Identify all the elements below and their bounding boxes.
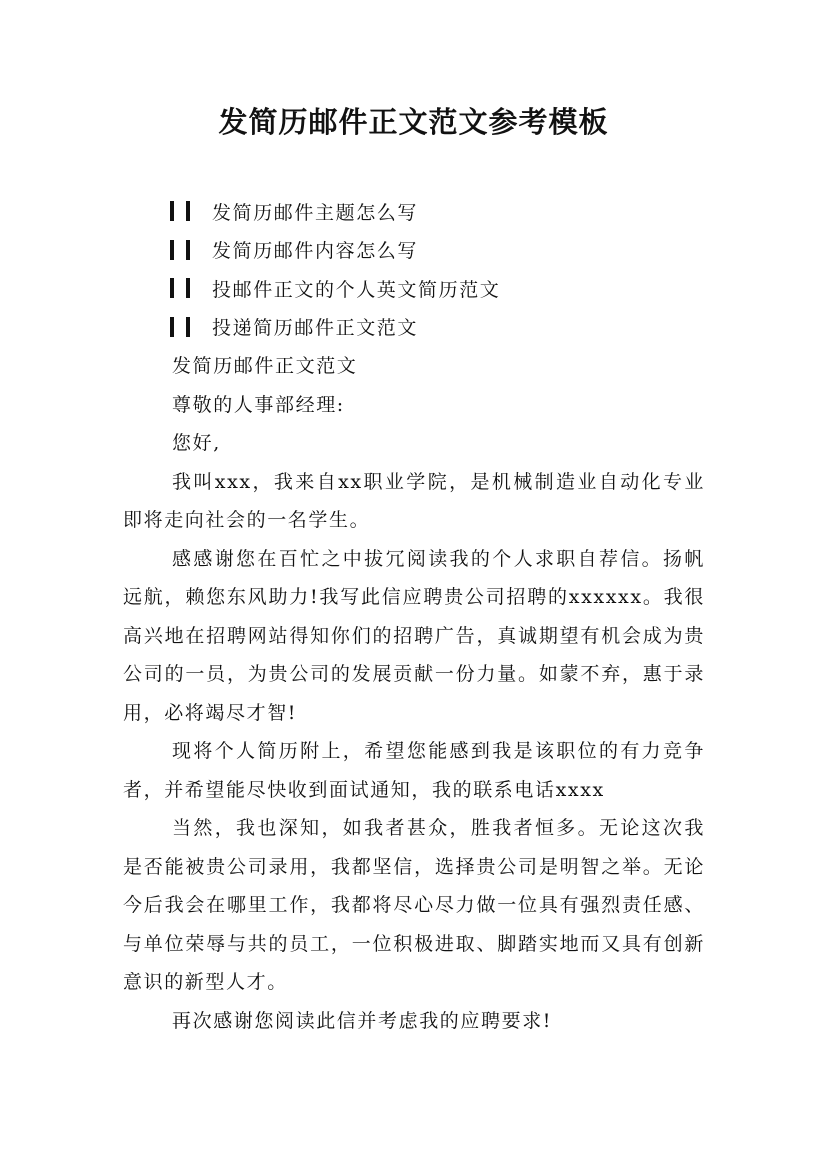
body-paragraph: 感感谢您在百忙之中拔冗阅读我的个人求职自荐信。扬帆远航，赖您东风助力!我写此信应聘贵公司招聘的xxxxxx。我很高兴地在招聘网站得知你们的招聘广告，真诚期望有机会成为贵公司的一员，为贵公司的发展贡献一份力量。如蒙不弃，惠于录用，必将竭尽才智! bbox=[123, 547, 705, 724]
body-paragraph: 现将个人简历附上，希望您能感到我是该职位的有力竞争者，并希望能尽快收到面试通知，我的联系电话xxxx bbox=[123, 740, 705, 801]
body-paragraph: 我叫xxx，我来自xx职业学院，是机械制造业自动化专业即将走向社会的一名学生。 bbox=[123, 470, 705, 531]
closing-paragraph: 再次感谢您阅读此信并考虑我的应聘要求! bbox=[172, 1009, 553, 1032]
toc-item-label: 投邮件正文的个人英文简历范文 bbox=[212, 278, 501, 301]
document-title: 发简历邮件正文范文参考模板 bbox=[218, 105, 609, 139]
letter-body bbox=[123, 347, 705, 1040]
toc-item[interactable] bbox=[170, 231, 710, 270]
section-heading: 发简历邮件正文范文 bbox=[172, 355, 358, 377]
toc-item[interactable] bbox=[170, 192, 710, 231]
salutation: 尊敬的人事部经理: bbox=[172, 393, 345, 416]
double-bar-icon bbox=[170, 316, 212, 338]
double-bar-icon bbox=[170, 239, 212, 261]
double-bar-icon bbox=[170, 200, 212, 222]
table-of-contents bbox=[170, 192, 710, 346]
toc-item[interactable] bbox=[170, 269, 710, 308]
greeting: 您好, bbox=[172, 432, 221, 454]
toc-item-label: 发简历邮件主题怎么写 bbox=[212, 201, 419, 224]
double-bar-icon bbox=[170, 277, 212, 299]
toc-item-label: 发简历邮件内容怎么写 bbox=[212, 240, 419, 263]
toc-item-label: 投递简历邮件正文范文 bbox=[212, 317, 419, 340]
toc-item[interactable] bbox=[170, 308, 710, 347]
body-paragraph: 当然，我也深知，如我者甚众，胜我者恒多。无论这次我是否能被贵公司录用，我都坚信，选择贵公司是明智之举。无论今后我会在哪里工作，我都将尽心尽力做一位具有强烈责任感、与单位荣辱与共的员工，一位积极进取、脚踏实地而又具有创新意识的新型人才。 bbox=[123, 817, 705, 993]
